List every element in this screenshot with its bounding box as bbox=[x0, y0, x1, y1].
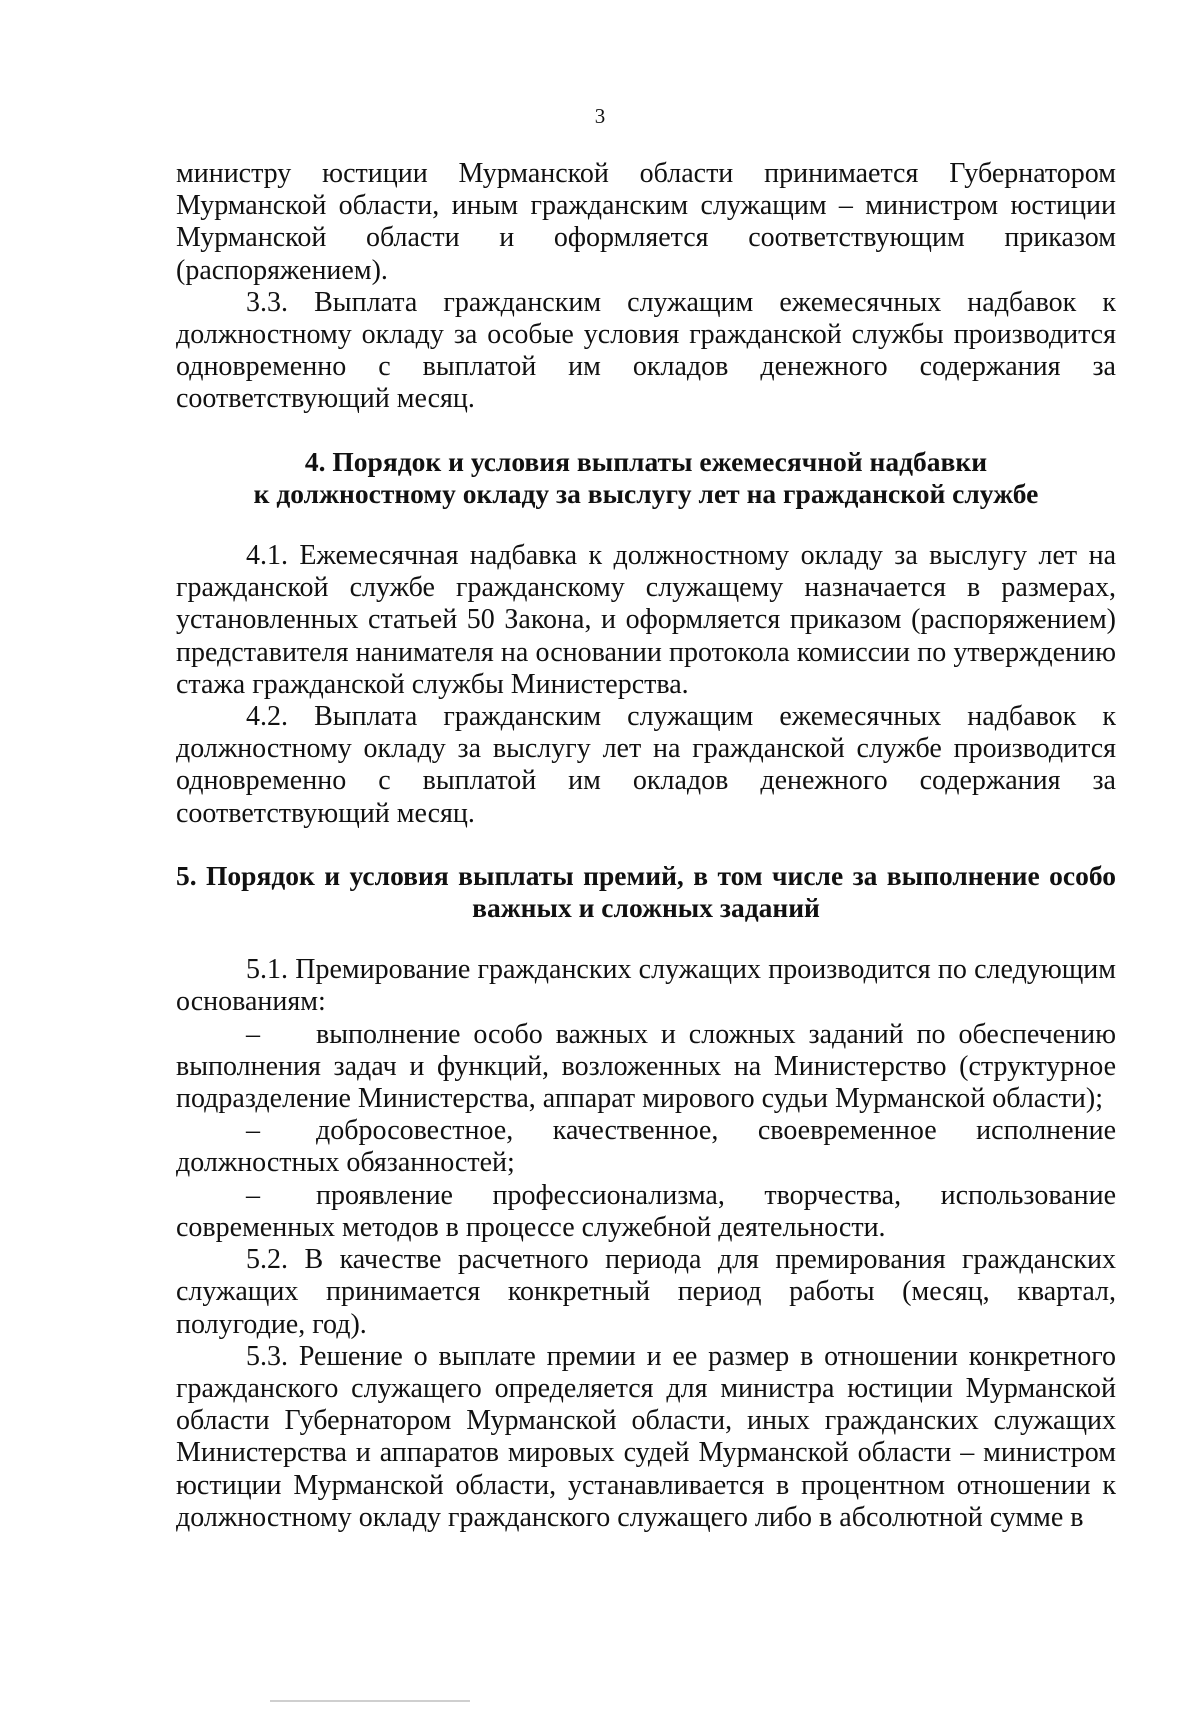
list-dash: – bbox=[246, 1115, 260, 1147]
section-4-heading-line1: 4. Порядок и условия выплаты ежемесячной надбавки bbox=[304, 445, 988, 477]
list-item-text: добросовестное, качественное, своевременное исполнение должностных обязанностей; bbox=[176, 1115, 1116, 1179]
page-number: 3 bbox=[594, 104, 606, 128]
section-4-heading-line2: к должностному окладу за выслугу лет на гражданской службе bbox=[253, 477, 1039, 509]
list-dash: – bbox=[246, 1018, 260, 1050]
paragraph-5-1: 5.1. Премирование гражданских служащих производится по следующим основаниям: bbox=[176, 954, 1116, 1018]
list-item-text: проявление профессионализма, творчества, использование современных методов в процессе служебной деятельности. bbox=[176, 1179, 1116, 1243]
list-item bbox=[176, 1019, 1116, 1116]
paragraph-5-3: 5.3. Решение о выплате премии и ее размер в отношении конкретного гражданского служащего определяется для министра юстиции Мурманской области Губернатором Мурманской области, иных гражданских служащих Министерства и аппаратов мировых судей Мурманской области – министром юстиции Мурманской области, устанавливается в процентном отношении к должностному окладу гражданского служащего либо в абсолютной сумме в bbox=[176, 1340, 1116, 1533]
paragraph-5-2: 5.2. В качестве расчетного периода для премирования гражданских служащих принимается конкретный период работы (месяц, квартал, полугодие, год). bbox=[176, 1244, 1116, 1340]
section-4-heading bbox=[176, 446, 1116, 510]
list-item bbox=[176, 1115, 1116, 1179]
list-item-text: выполнение особо важных и сложных заданий по обеспечению выполнения задач и функций, возложенных на Министерство (структурное подразделение Министерства, аппарат мирового судьи Мурманской области); bbox=[176, 1018, 1116, 1115]
paragraph-3-3: 3.3. Выплата гражданским служащим ежемесячных надбавок к должностному окладу за особые условия гражданской службы производится одновременно с выплатой им окладов денежного содержания за соответствующий месяц. bbox=[176, 286, 1116, 415]
section-5-heading: 5. Порядок и условия выплаты премий, в том числе за выполнение особо важных и сложных заданий bbox=[176, 859, 1116, 924]
scan-artifact-line bbox=[270, 1700, 470, 1702]
document-body bbox=[176, 158, 1116, 1534]
paragraph-4-2: 4.2. Выплата гражданским служащим ежемесячных надбавок к должностному окладу за выслугу лет на гражданской службе производится одновременно с выплатой им окладов денежного содержания за соответствующий месяц. bbox=[176, 701, 1116, 829]
paragraph-4-1: 4.1. Ежемесячная надбавка к должностному окладу за выслугу лет на гражданской службе гражданскому служащему назначается в размерах, установленных статьей 50 Закона, и оформляется приказом (распоряжением) представителя нанимателя на основании протокола комиссии по утверждению стажа гражданской службы Министерства. bbox=[176, 540, 1116, 700]
list-item bbox=[176, 1180, 1116, 1244]
paragraph-continuation: министру юстиции Мурманской области принимается Губернатором Мурманской области, иным гражданским служащим – министром юстиции Мурманской области и оформляется соответствующим приказом (распоряжением). bbox=[176, 158, 1116, 286]
list-dash: – bbox=[246, 1179, 260, 1211]
